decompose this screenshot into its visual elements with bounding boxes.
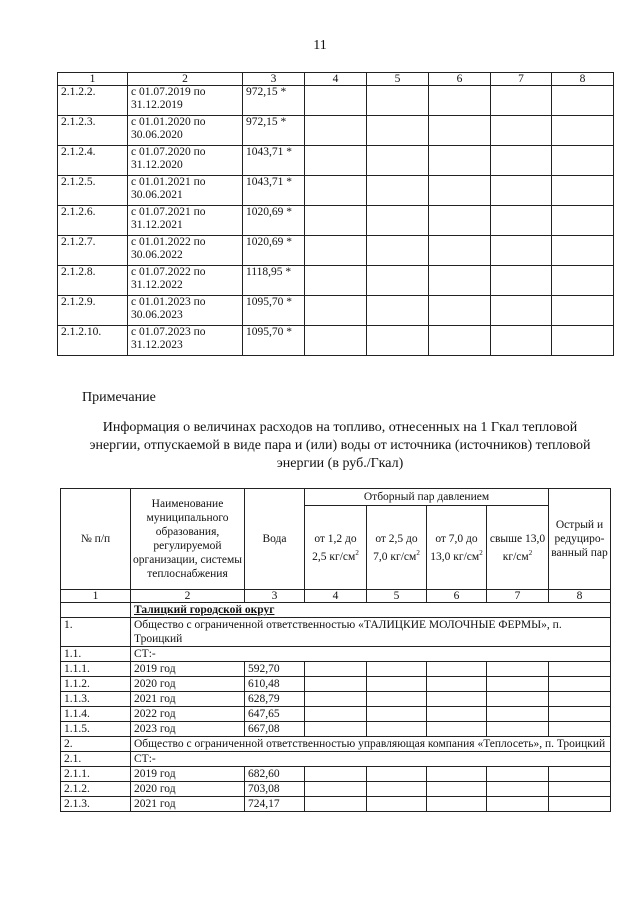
row-number: 2. xyxy=(61,737,131,752)
empty-cell xyxy=(305,266,367,296)
empty-cell xyxy=(487,722,549,737)
empty-cell xyxy=(549,797,611,812)
empty-cell xyxy=(427,692,487,707)
table-row xyxy=(58,326,614,356)
empty-cell xyxy=(491,266,552,296)
column-number: 6 xyxy=(429,73,491,86)
row-number: 2.1.2.3. xyxy=(58,116,128,146)
column-number: 7 xyxy=(491,73,552,86)
empty-cell xyxy=(305,326,367,356)
row-period: с 01.07.2021 по 31.12.2021 xyxy=(128,206,243,236)
row-value: 628,79 xyxy=(245,692,305,707)
empty-cell xyxy=(367,116,429,146)
empty-cell xyxy=(305,86,367,116)
column-number: 1 xyxy=(61,590,131,603)
header-num: № п/п xyxy=(61,489,131,590)
table-row xyxy=(58,296,614,326)
system-row xyxy=(61,647,611,662)
empty-cell xyxy=(305,767,367,782)
column-number: 4 xyxy=(305,590,367,603)
empty-cell xyxy=(552,236,614,266)
row-value: 667,08 xyxy=(245,722,305,737)
row-value: 1095,70 * xyxy=(243,296,305,326)
row-number: 1.1.5. xyxy=(61,722,131,737)
note-label: Примечание xyxy=(82,390,156,405)
empty-cell xyxy=(305,146,367,176)
row-number: 1.1.3. xyxy=(61,692,131,707)
empty-cell xyxy=(305,782,367,797)
row-year: 2020 год xyxy=(131,677,245,692)
empty-cell xyxy=(367,296,429,326)
row-period: с 01.01.2021 по 30.06.2021 xyxy=(128,176,243,206)
row-value: 703,08 xyxy=(245,782,305,797)
system-row xyxy=(61,752,611,767)
column-number: 1 xyxy=(58,73,128,86)
column-number: 8 xyxy=(552,73,614,86)
row-period: с 01.01.2022 по 30.06.2022 xyxy=(128,236,243,266)
row-value: 682,60 xyxy=(245,767,305,782)
row-number: 2.1.2.8. xyxy=(58,266,128,296)
empty-cell xyxy=(549,722,611,737)
row-number: 2.1.2.7. xyxy=(58,236,128,266)
empty-cell xyxy=(427,677,487,692)
row-name: Общество с ограниченной ответственностью «ТАЛИЦКИЕ МОЛОЧНЫЕ ФЕРМЫ», п. Троицкий xyxy=(131,618,611,647)
empty-cell xyxy=(552,116,614,146)
empty-cell xyxy=(305,116,367,146)
row-number: 1.1.4. xyxy=(61,707,131,722)
empty-cell xyxy=(491,146,552,176)
row-year: 2019 год xyxy=(131,662,245,677)
row-number: 2.1.2.6. xyxy=(58,206,128,236)
row-name: СТ:- xyxy=(131,752,611,767)
header-name: Наименование муниципального образования, регулируемой организации, системы теплоснабжения xyxy=(131,489,245,590)
org-row xyxy=(61,618,611,647)
empty-cell xyxy=(427,707,487,722)
empty-cell xyxy=(427,767,487,782)
row-number: 2.1.2.10. xyxy=(58,326,128,356)
section-row xyxy=(61,603,611,618)
empty-cell xyxy=(429,296,491,326)
empty-cell xyxy=(552,86,614,116)
empty-cell xyxy=(487,767,549,782)
row-number: 2.1.2. xyxy=(61,782,131,797)
row-value: 647,65 xyxy=(245,707,305,722)
empty-cell xyxy=(305,662,367,677)
row-year: 2021 год xyxy=(131,692,245,707)
header-steam-1: от 1,2 до 2,5 $кг/см^2$ xyxy=(305,506,367,590)
empty-cell xyxy=(367,767,427,782)
row-value: 1020,69 * xyxy=(243,206,305,236)
empty-cell xyxy=(491,236,552,266)
empty-cell xyxy=(552,326,614,356)
column-number: 8 xyxy=(549,590,611,603)
row-number: 1.1.2. xyxy=(61,677,131,692)
table-row xyxy=(58,236,614,266)
empty-cell xyxy=(427,722,487,737)
column-number: 2 xyxy=(131,590,245,603)
empty-cell xyxy=(491,206,552,236)
header-water: Вода xyxy=(245,489,305,590)
empty-cell xyxy=(487,707,549,722)
empty-cell xyxy=(549,707,611,722)
row-name: СТ:- xyxy=(131,647,611,662)
fuel-cost-table xyxy=(60,488,611,812)
table-row xyxy=(61,797,611,812)
empty-cell xyxy=(305,707,367,722)
empty-cell xyxy=(487,692,549,707)
row-value: 1118,95 * xyxy=(243,266,305,296)
table-row xyxy=(58,206,614,236)
table-row xyxy=(58,176,614,206)
row-value: 972,15 * xyxy=(243,116,305,146)
empty-cell xyxy=(552,176,614,206)
empty-cell xyxy=(367,677,427,692)
section-title: Талицкий городской округ xyxy=(131,603,611,618)
empty-cell xyxy=(491,116,552,146)
empty-cell xyxy=(487,677,549,692)
empty-cell xyxy=(429,266,491,296)
column-numbers-row xyxy=(61,590,611,603)
empty-cell xyxy=(305,296,367,326)
row-year: 2021 год xyxy=(131,797,245,812)
header-steam-4: свыше 13,0 $кг/см^2$ xyxy=(487,506,549,590)
column-number: 2 xyxy=(128,73,243,86)
empty-cell xyxy=(367,692,427,707)
table-row xyxy=(61,722,611,737)
empty-cell xyxy=(487,797,549,812)
empty-cell xyxy=(305,722,367,737)
empty-cell xyxy=(429,236,491,266)
row-value: 724,17 xyxy=(245,797,305,812)
info-heading: Информация о величинах расходов на топливо, отнесенных на 1 Гкал тепловой энергии, отпускаемой в виде пара и (или) воды от источника (источников) тепловой энергии (в руб./Гкал) xyxy=(89,420,591,471)
empty-cell xyxy=(552,146,614,176)
table-row xyxy=(61,707,611,722)
header-steam-group: Отборный пар давлением xyxy=(305,489,549,506)
row-period: с 01.01.2023 по 30.06.2023 xyxy=(128,296,243,326)
column-number: 4 xyxy=(305,73,367,86)
empty-cell xyxy=(429,116,491,146)
row-year: 2022 год xyxy=(131,707,245,722)
row-period: с 01.01.2020 по 30.06.2020 xyxy=(128,116,243,146)
header-steam-2: от 2,5 до 7,0 $кг/см^2$ xyxy=(367,506,427,590)
column-number: 7 xyxy=(487,590,549,603)
header-sharp-steam: Острый и редуциро- ванный пар xyxy=(549,489,611,590)
row-name: Общество с ограниченной ответственностью управляющая компания «Теплосеть», п. Троицкий xyxy=(131,737,611,752)
empty-cell xyxy=(552,206,614,236)
row-value: 1043,71 * xyxy=(243,176,305,206)
row-number: 1.1.1. xyxy=(61,662,131,677)
row-period: с 01.07.2022 по 31.12.2022 xyxy=(128,266,243,296)
table-row xyxy=(58,116,614,146)
empty-cell xyxy=(367,662,427,677)
empty-cell xyxy=(549,692,611,707)
row-year: 2023 год xyxy=(131,722,245,737)
tariff-table xyxy=(57,72,614,356)
empty-cell xyxy=(367,707,427,722)
empty-cell xyxy=(429,206,491,236)
empty-cell xyxy=(367,206,429,236)
empty-cell xyxy=(305,797,367,812)
row-period: с 01.07.2020 по 31.12.2020 xyxy=(128,146,243,176)
row-year: 2020 год xyxy=(131,782,245,797)
empty-cell xyxy=(552,266,614,296)
column-number: 3 xyxy=(245,590,305,603)
table-row xyxy=(61,677,611,692)
empty-cell xyxy=(487,782,549,797)
row-number: 2.1.2.4. xyxy=(58,146,128,176)
empty-cell xyxy=(367,146,429,176)
org-row xyxy=(61,737,611,752)
empty-cell xyxy=(367,782,427,797)
table-row xyxy=(61,767,611,782)
empty-cell xyxy=(305,206,367,236)
row-period: с 01.07.2023 по 31.12.2023 xyxy=(128,326,243,356)
row-number: 1.1. xyxy=(61,647,131,662)
empty-cell xyxy=(367,236,429,266)
row-period: с 01.07.2019 по 31.12.2019 xyxy=(128,86,243,116)
row-number: 2.1.2.9. xyxy=(58,296,128,326)
table-row xyxy=(58,266,614,296)
empty-cell xyxy=(491,326,552,356)
row-value: 972,15 * xyxy=(243,86,305,116)
empty-cell xyxy=(427,662,487,677)
empty-cell xyxy=(491,296,552,326)
column-number: 6 xyxy=(427,590,487,603)
row-value: 610,48 xyxy=(245,677,305,692)
empty-cell xyxy=(367,86,429,116)
empty-cell xyxy=(305,176,367,206)
row-value: 1020,69 * xyxy=(243,236,305,266)
empty-cell xyxy=(549,782,611,797)
empty-cell xyxy=(429,326,491,356)
table-row xyxy=(61,782,611,797)
row-year: 2019 год xyxy=(131,767,245,782)
empty-cell xyxy=(549,677,611,692)
header-steam-3: от 7,0 до 13,0 $кг/см^2$ xyxy=(427,506,487,590)
column-number: 5 xyxy=(367,73,429,86)
empty-cell xyxy=(429,86,491,116)
row-value: 1043,71 * xyxy=(243,146,305,176)
empty-cell xyxy=(367,326,429,356)
table-row xyxy=(61,662,611,677)
empty-cell xyxy=(61,603,131,618)
empty-cell xyxy=(491,176,552,206)
empty-cell xyxy=(429,176,491,206)
empty-cell xyxy=(427,797,487,812)
row-number: 2.1.1. xyxy=(61,767,131,782)
column-number: 5 xyxy=(367,590,427,603)
row-value: 592,70 xyxy=(245,662,305,677)
row-number: 2.1.2.2. xyxy=(58,86,128,116)
row-number: 2.1.2.5. xyxy=(58,176,128,206)
empty-cell xyxy=(367,797,427,812)
row-number: 2.1.3. xyxy=(61,797,131,812)
empty-cell xyxy=(429,146,491,176)
empty-cell xyxy=(487,662,549,677)
row-number: 1. xyxy=(61,618,131,647)
page-number: 11 xyxy=(313,38,327,53)
table-row xyxy=(61,692,611,707)
empty-cell xyxy=(491,86,552,116)
empty-cell xyxy=(305,692,367,707)
column-number: 3 xyxy=(243,73,305,86)
row-value: 1095,70 * xyxy=(243,326,305,356)
empty-cell xyxy=(367,722,427,737)
table-row xyxy=(58,86,614,116)
empty-cell xyxy=(305,677,367,692)
table-header-row xyxy=(58,73,614,86)
empty-cell xyxy=(305,236,367,266)
table-row xyxy=(58,146,614,176)
empty-cell xyxy=(367,266,429,296)
empty-cell xyxy=(367,176,429,206)
empty-cell xyxy=(549,662,611,677)
empty-cell xyxy=(427,782,487,797)
row-number: 2.1. xyxy=(61,752,131,767)
empty-cell xyxy=(549,767,611,782)
empty-cell xyxy=(552,296,614,326)
